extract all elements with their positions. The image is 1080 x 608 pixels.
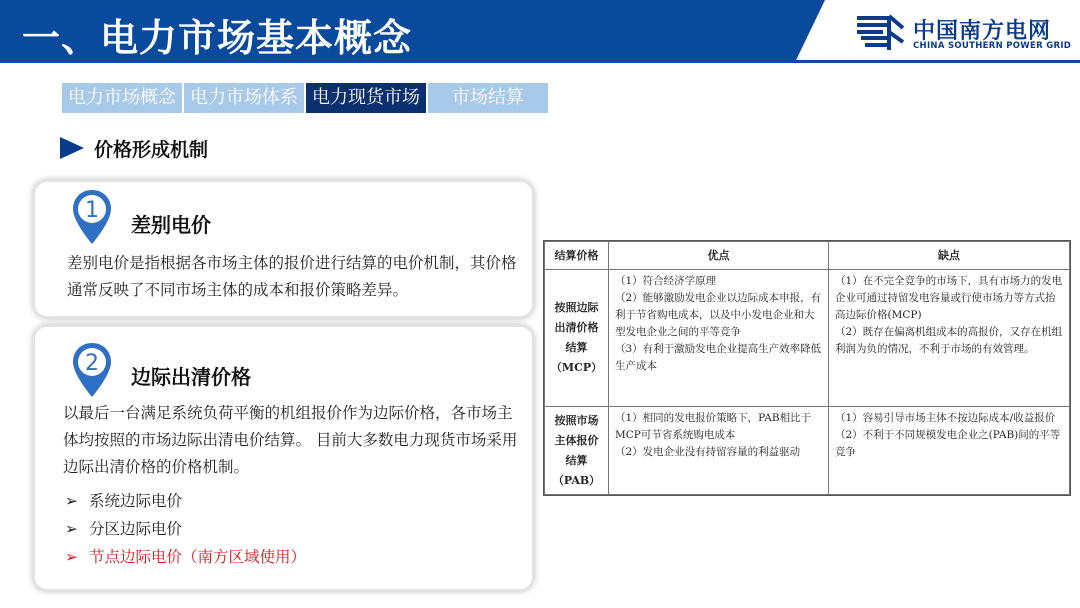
page-title: 一、电力市场基本概念 — [22, 16, 413, 60]
pab-cons-cell: （1）容易引导市场主体不按边际成本/收益报价 （2）不利于不同规模发电企业之(PAB)间的平等竞争 — [829, 407, 1070, 495]
tab-settlement[interactable]: 市场结算 — [428, 83, 548, 113]
location-pin-icon — [71, 341, 113, 399]
tab-spot-market[interactable]: 电力现货市场 — [306, 83, 426, 113]
location-pin-icon — [71, 188, 113, 246]
pab-pros-cell: （1）相同的发电报价策略下，PAB相比于MCP可节省系统购电成本 （2）发电企业没有持留容量的利益驱动 — [609, 407, 829, 495]
bullet-zonal-marginal-price — [65, 517, 182, 539]
company-logo — [855, 12, 1070, 56]
comparison-table — [543, 240, 1071, 496]
bullet-system-marginal-price — [65, 489, 182, 511]
bullet-nodal-marginal-price — [65, 545, 306, 567]
row-label-pab: 按照市场 主体报价 结算 （PAB） — [545, 407, 609, 495]
card-marginal-clearing-price — [33, 325, 534, 591]
mcp-cons-cell: （1）在不完全竞争的市场下，具有市场力的发电企业可通过持留发电容量或行使市场力等方式抬高边际价格(MCP) （2）既存在偏离机组成本的高报价，又存在机组利润为负的情况，不利于市场的有效管理。 — [829, 270, 1070, 407]
card2-number: 2 — [85, 351, 99, 376]
tab-market-concept[interactable]: 电力市场概念 — [62, 83, 182, 113]
table-row — [545, 407, 1070, 495]
bullet-text: 分区边际电价 — [89, 520, 183, 538]
mcp-pros-cell: （1）符合经济学原理 （2）能够激励发电企业以边际成本申报，有利于节省购电成本，以及中小发电企业和大型发电企业之间的平等竞争 （3）有利于激励发电企业提高生产效率降低生产成本 — [609, 270, 829, 407]
header-divider — [0, 60, 1080, 63]
triangle-bullet-icon — [60, 137, 84, 159]
table-header-cell: 优点 — [609, 242, 829, 270]
arrow-bullet-icon: ➢ — [65, 548, 78, 566]
arrow-bullet-icon: ➢ — [65, 492, 78, 510]
table-header-cell: 结算价格 — [545, 242, 609, 270]
card2-title: 边际出清价格 — [131, 365, 251, 389]
logo-text-cn: 中国南方电网 — [913, 19, 1052, 44]
tab-bar — [62, 83, 550, 113]
arrow-bullet-icon: ➢ — [65, 520, 78, 538]
table-header-cell: 缺点 — [829, 242, 1070, 270]
logo-text-en: CHINA SOUTHERN POWER GRID — [913, 41, 1072, 51]
row-label-mcp: 按照边际 出清价格 结算 （MCP） — [545, 270, 609, 407]
card1-number: 1 — [85, 198, 99, 223]
table-header-row — [545, 242, 1070, 270]
card-differential-price — [33, 180, 534, 318]
tab-market-system[interactable]: 电力市场体系 — [184, 83, 304, 113]
card1-body: 差别电价是指根据各市场主体的报价进行结算的电价机制，其价格通常反映了不同市场主体的成本和报价策略差异。 — [67, 254, 517, 299]
bullet-text: 系统边际电价 — [89, 492, 183, 510]
card1-title: 差别电价 — [131, 213, 211, 237]
table-row — [545, 270, 1070, 407]
section-title: 价格形成机制 — [94, 139, 209, 161]
grid-logo-icon — [855, 12, 907, 52]
card2-body: 以最后一台满足系统负荷平衡的机组报价作为边际价格，各市场主体均按照的市场边际出清电价结算。 目前大多数电力现货市场采用边际出清价格的价格机制。 — [63, 404, 518, 476]
bullet-text: 节点边际电价（南方区域使用） — [89, 548, 307, 566]
